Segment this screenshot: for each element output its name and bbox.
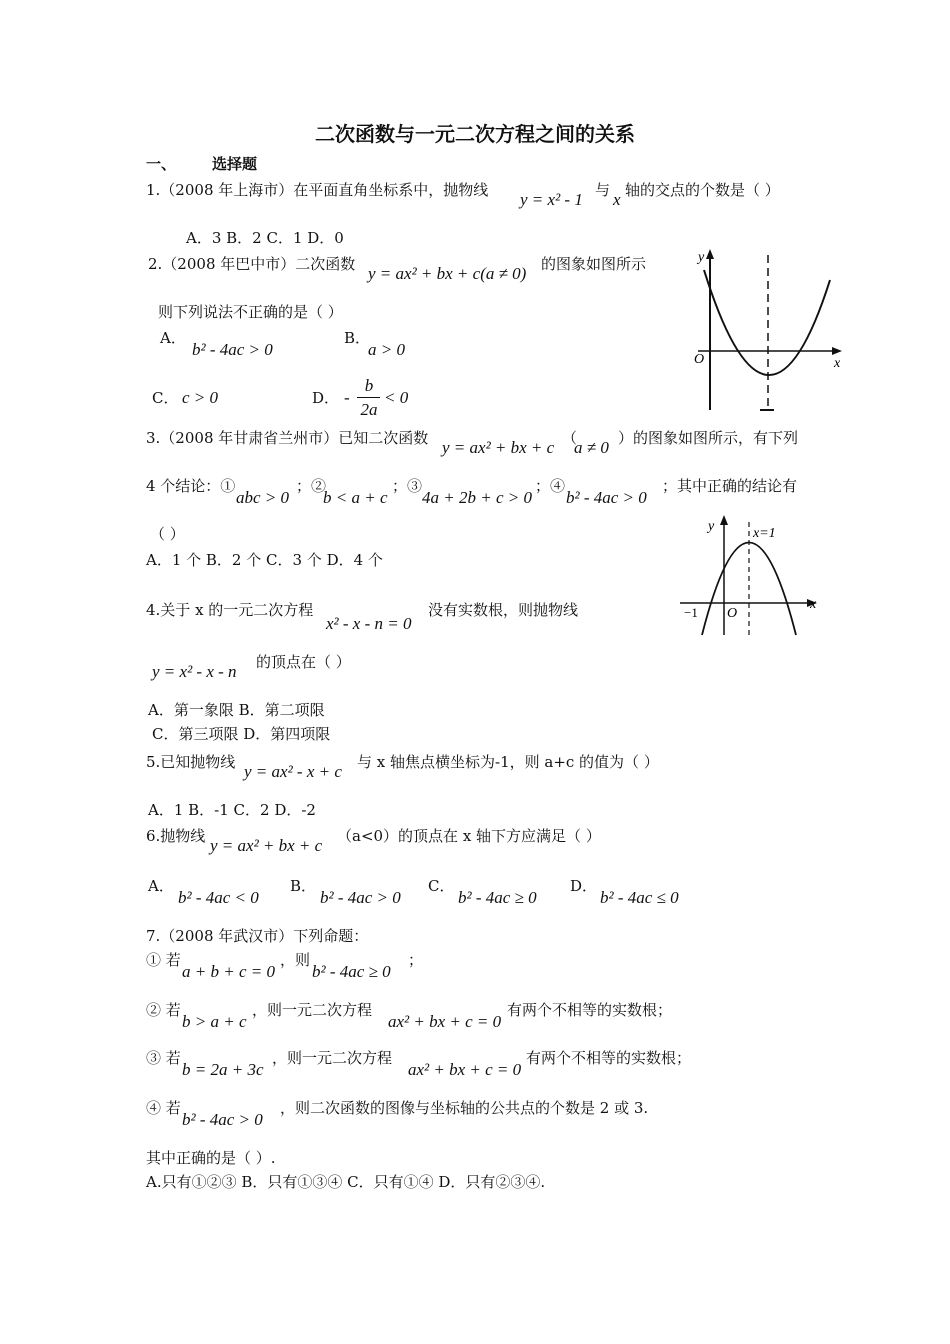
graph2-origin-label: O — [727, 606, 738, 621]
q6-mB: b² - 4ac > 0 — [320, 888, 401, 907]
q3-m3: 4a + 2b + c > 0 — [422, 488, 532, 507]
q5-suffix: 与 x 轴焦点横坐标为-1，则 a+c 的值为（ ） — [357, 753, 659, 771]
q3-m4: b² - 4ac > 0 — [566, 488, 647, 507]
q2-mathD-num: b — [364, 376, 374, 395]
q3-options: A．1 个 B．2 个 C．3 个 D．4 个 — [146, 551, 383, 569]
q7-p2m: b > a + c — [182, 1012, 247, 1031]
q7-p1a: ① 若 — [146, 951, 181, 969]
q7-options: A.只有①②③ B．只有①③④ C．只有①④ D．只有②③④. — [146, 1173, 546, 1191]
graph2-axis-label: x=1 — [753, 526, 776, 541]
graph2-x-label: x — [810, 597, 817, 612]
q3-m2: b < a + c — [323, 488, 388, 507]
q2-line2: 则下列说法不正确的是（ ） — [158, 303, 343, 321]
q3-m1: abc > 0 — [236, 488, 290, 507]
section-name: 选择题 — [212, 155, 258, 173]
q7-p3m: b = 2a + 3c — [182, 1060, 264, 1079]
q4-math2: y = x² - x - n — [152, 662, 237, 681]
q7-p3b: ，则一元二次方程 — [272, 1049, 393, 1067]
graph2-y-label: y — [708, 519, 715, 534]
q6-optC: C． — [428, 877, 455, 895]
q1-suffix: 轴的交点的个数是（ ） — [625, 181, 780, 199]
q7-head: 7.（2008 年武汉市）下列命题： — [146, 927, 369, 945]
q4-opt2: C．第三项限 D．第四项限 — [152, 725, 331, 743]
graph1-origin-label: O — [694, 352, 705, 367]
q4-pre: 4.关于 x 的一元二次方程 — [146, 601, 314, 619]
graph-parabola-down — [672, 510, 827, 640]
q3-line: 3.（2008 年甘肃省兰州市）已知二次函数 — [146, 429, 429, 447]
q5-pre: 5.已知抛物线 — [146, 753, 236, 771]
q2-optC: C． — [152, 389, 179, 407]
q6-optB: B． — [290, 877, 317, 895]
q7-p1m: a + b + c = 0 — [182, 962, 275, 981]
q1-mid: 与 — [595, 181, 611, 199]
q7-p2c: 有两个不相等的实数根； — [507, 1001, 673, 1019]
q7-p2b: ，则一元二次方程 — [252, 1001, 373, 1019]
q5-options: A．1 B．-1 C．2 D．-2 — [148, 801, 316, 819]
q6-mC: b² - 4ac ≥ 0 — [458, 888, 537, 907]
q1-math2: x — [613, 190, 621, 209]
q3-paren: （ — [562, 429, 578, 447]
q2-suffix: 的图象如图所示 — [541, 255, 647, 273]
q7-p2m2: ax² + bx + c = 0 — [388, 1012, 502, 1031]
fraction-bar — [357, 397, 380, 398]
q4-opt1: A．第一象限 B．第二项限 — [148, 701, 325, 719]
graph1-y-label: y — [698, 250, 705, 265]
q2-mathD-pre: - — [344, 388, 350, 407]
q1-options: A．3 B．2 C．1 D．0 — [186, 229, 344, 247]
page-title: 二次函数与一元二次方程之间的关系 — [315, 122, 635, 146]
q2-mathD-post: < 0 — [384, 388, 409, 407]
q3-s4: ；其中正确的结论有 — [662, 477, 798, 495]
q4-math: x² - x - n = 0 — [326, 614, 412, 633]
q6-optA: A． — [148, 877, 174, 895]
q7-ask: 其中正确的是（ ）. — [146, 1149, 276, 1167]
q2-mathC: c > 0 — [182, 388, 219, 407]
q2-mathB: a > 0 — [368, 340, 405, 359]
q2-optB: B． — [344, 329, 371, 347]
graph2-neg1-label: −1 — [684, 605, 698, 620]
q7-p3a: ③ 若 — [146, 1049, 181, 1067]
q3-suffix: ）的图象如图所示，有下列 — [618, 429, 799, 447]
q6-suffix: （a<0）的顶点在 x 轴下方应满足（ ） — [337, 827, 601, 845]
q3-math2: a ≠ 0 — [574, 438, 609, 457]
q7-p1c: ； — [408, 951, 424, 969]
q3-s2: ；③ — [392, 477, 423, 495]
q7-p2a: ② 若 — [146, 1001, 181, 1019]
q6-optD: D． — [570, 877, 598, 895]
q7-p1b: ，则 — [280, 951, 311, 969]
q1-math1: y = x² - 1 — [520, 190, 583, 209]
q3-s1: ；② — [296, 477, 327, 495]
q7-p4b: ，则二次函数的图像与坐标轴的公共点的个数是 2 或 3. — [280, 1099, 649, 1117]
q6-math: y = ax² + bx + c — [210, 836, 323, 855]
section-number: 一、 — [146, 155, 177, 173]
q2-line: 2.（2008 年巴中市）二次函数 — [148, 255, 356, 273]
q3-line3: （ ） — [150, 525, 185, 543]
graph1-x-label: x — [834, 356, 841, 371]
q3-math: y = ax² + bx + c — [442, 438, 555, 457]
q3-s3: ；④ — [535, 477, 566, 495]
q2-mathA: b² - 4ac > 0 — [192, 340, 273, 359]
q2-optA: A． — [160, 329, 186, 347]
q6-mD: b² - 4ac ≤ 0 — [600, 888, 679, 907]
q4-suffix2: 的顶点在（ ） — [256, 653, 351, 671]
q6-pre: 6.抛物线 — [146, 827, 206, 845]
q2-optD: D． — [312, 389, 340, 407]
q7-p4m: b² - 4ac > 0 — [182, 1110, 263, 1129]
q7-p3m2: ax² + bx + c = 0 — [408, 1060, 522, 1079]
q7-p3c: 有两个不相等的实数根； — [526, 1049, 692, 1067]
q3-line2-pre: 4 个结论：① — [146, 477, 236, 495]
q2-mathD-den: 2a — [360, 400, 378, 419]
q6-mA: b² - 4ac < 0 — [178, 888, 259, 907]
q2-math: y = ax² + bx + c(a ≠ 0) — [368, 264, 527, 283]
q5-math: y = ax² - x + c — [244, 762, 342, 781]
q4-suffix: 没有实数根，则抛物线 — [428, 601, 579, 619]
q1-prefix: 1.（2008 年上海市）在平面直角坐标系中，抛物线 — [146, 181, 489, 199]
q7-p4a: ④ 若 — [146, 1099, 181, 1117]
q7-p1m2: b² - 4ac ≥ 0 — [312, 962, 391, 981]
graph-parabola-up — [690, 245, 850, 415]
